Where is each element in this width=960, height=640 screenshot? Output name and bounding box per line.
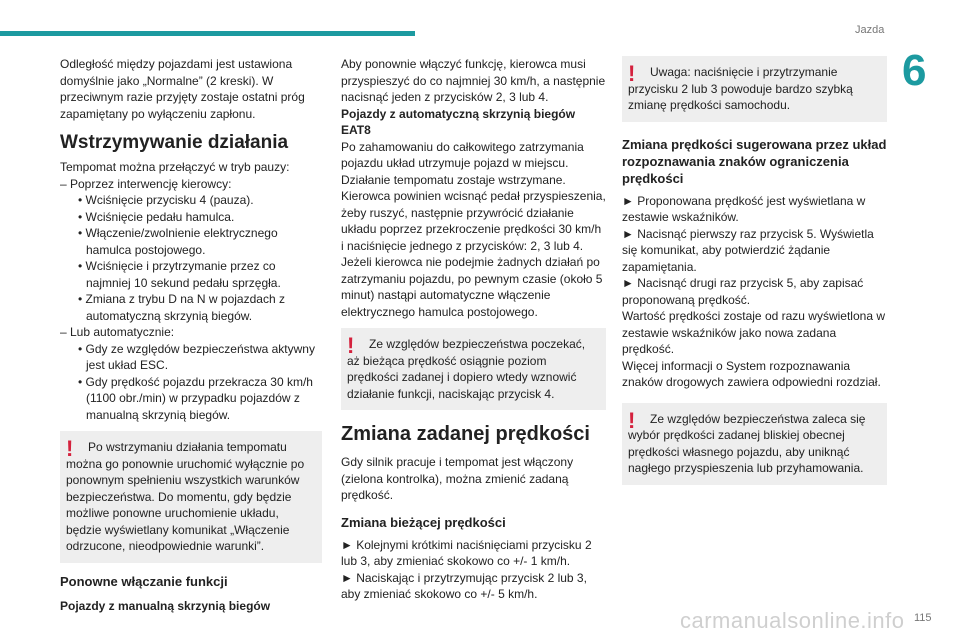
subheading: Zmiana bieżącej prędkości [341, 514, 506, 530]
list-item: • Włączenie/zwolnienie elektrycznego hamulca postojowego. [78, 226, 278, 257]
heading: Zmiana zadanej prędkości [341, 423, 590, 445]
warning-note [341, 328, 606, 410]
warning-note [622, 56, 887, 122]
paragraph: ► Nacisnąć drugi raz przycisk 5, aby zapisać proponowaną prędkość. [622, 276, 864, 307]
exclamation-icon: ! [628, 407, 636, 433]
paragraph: Więcej informacji o System rozpoznawania znaków drogowych zawiera odpowiedni rozdział. [622, 358, 881, 389]
note-text: Uwaga: naciśnięcie i przytrzymanie przycisku 2 lub 3 powoduje bardzo szybką zmianę prędkości samochodu. [628, 65, 853, 112]
column-3 [622, 56, 887, 493]
exclamation-icon: ! [66, 436, 74, 461]
section-title: Jazda [855, 24, 885, 36]
heading: Wstrzymywanie działania [60, 132, 289, 153]
paragraph: ► Nacisnąć pierwszy raz przycisk 5. Wyświetla się komunikat, aby potwierdzić żądanie zapamiętania. [622, 226, 874, 274]
list-item: – Lub automatycznie: [60, 325, 175, 339]
note-text: Po wstrzymaniu działania tempomatu można go ponownie uruchomić wyłącznie po ponownym spełnieniu wszystkich warunków bezpieczeństwa. Do momentu, gdy będzie możliwe ponowne uruchomienie układu, będzie wyświetlany komunikat „Włączenie odrzucone, nieodpowiednie warunki”. [66, 440, 305, 553]
subheading: Pojazdy z manualną skrzynią biegów [60, 598, 271, 613]
list-item: • Gdy prędkość pojazdu przekracza 30 km/h (1100 obr./min) w przypadku pojazdów z manualną skrzynią biegów. [78, 374, 313, 422]
subheading: Ponowne włączanie funkcji [60, 573, 228, 589]
paragraph: Odległość między pojazdami jest ustawiona domyślnie jako „Normalne” (2 kreski). W przeciwnym razie przyjęty zostaje ostatni próg zapamiętany po wyłączeniu zapłonu. [60, 57, 305, 121]
warning-note [622, 403, 887, 485]
exclamation-icon: ! [628, 61, 636, 86]
subheading: Pojazdy z automatyczną skrzynią biegów EAT8 [341, 106, 576, 137]
header-bar [0, 31, 415, 36]
paragraph: Gdy silnik pracuje i tempomat jest włączony (zielona kontrolka), można zmienić zadaną prędkość. [341, 455, 574, 502]
page-number: 115 [914, 612, 932, 624]
list-item: • Gdy ze względów bezpieczeństwa aktywny jest układ ESC. [78, 341, 315, 372]
list-item: • Wciśnięcie pedału hamulca. [78, 209, 235, 224]
warning-note [60, 431, 322, 563]
paragraph: ► Naciskając i przytrzymując przycisk 2 lub 3, aby zmieniać skokowo co +/- 5 km/h. [341, 570, 587, 601]
list-item: • Wciśnięcie przycisku 4 (pauza). [78, 193, 254, 207]
column-2 [341, 56, 606, 603]
list-item: – Poprzez interwencję kierowcy: [60, 176, 232, 191]
chapter-number: 6 [902, 46, 927, 95]
watermark: carmanualsonline.info [680, 608, 905, 633]
paragraph: Tempomat można przełączyć w tryb pauzy: [60, 160, 290, 174]
note-text: Ze względów bezpieczeństwa poczekać, aż bieżąca prędkość osiągnie poziom prędkości zadanej i dopiero wtedy wznowić działanie funkcji, naciskając przycisk 4. [347, 337, 586, 401]
paragraph: Wartość prędkości zostaje od razu wyświetlona w zestawie wskaźników jako nowa zadana prędkość. [622, 309, 885, 356]
column-1 [60, 56, 322, 618]
paragraph: ► Proponowana prędkość jest wyświetlana w zestawie wskaźników. [622, 193, 866, 224]
list-item: • Zmiana z trybu D na N w pojazdach z automatyczną skrzynią biegów. [78, 292, 285, 323]
note-text: Ze względów bezpieczeństwa zaleca się wybór prędkości zadanej bliskiej obecnej prędkości własnego pojazdu, aby uniknąć nagłego przyspieszenia lub przyhamowania. [628, 411, 866, 475]
list-item: • Wciśnięcie i przytrzymanie przez co najmniej 10 sekund pedału sprzęgła. [78, 259, 281, 290]
paragraph: ► Kolejnymi krótkimi naciśnięciami przycisku 2 lub 3, aby zmieniać skokowo co +/- 1 km/h. [341, 537, 592, 568]
subheading: Zmiana prędkości sugerowana przez układ rozpoznawania znaków ograniczenia prędkości [622, 136, 887, 186]
exclamation-icon: ! [347, 333, 355, 358]
paragraph: Aby ponownie włączyć funkcję, kierowca musi przyspieszyć do co najmniej 30 km/h, a następnie nacisnąć jeden z przycisków 2, 3 lub 4. [341, 57, 606, 104]
paragraph: Po zahamowaniu do całkowitego zatrzymania pojazdu układ utrzymuje pojazd w miejscu. Działanie tempomatu zostaje wstrzymane. Kierowca powinien wcisnąć pedał przyspieszenia, żeby ruszyć, następnie przywrócić działanie układu poprzez przekroczenie prędkości 30 km/h i naciśnięcie jednego z przycisków: 2, 3 lub 4. Jeżeli kierowca nie podejmie żadnych działań po zatrzymaniu pojazdu, po pewnym czasie (około 5 minut) nastąpi automatyczne włączenie elektrycznego hamulca postojowego. [341, 139, 606, 319]
